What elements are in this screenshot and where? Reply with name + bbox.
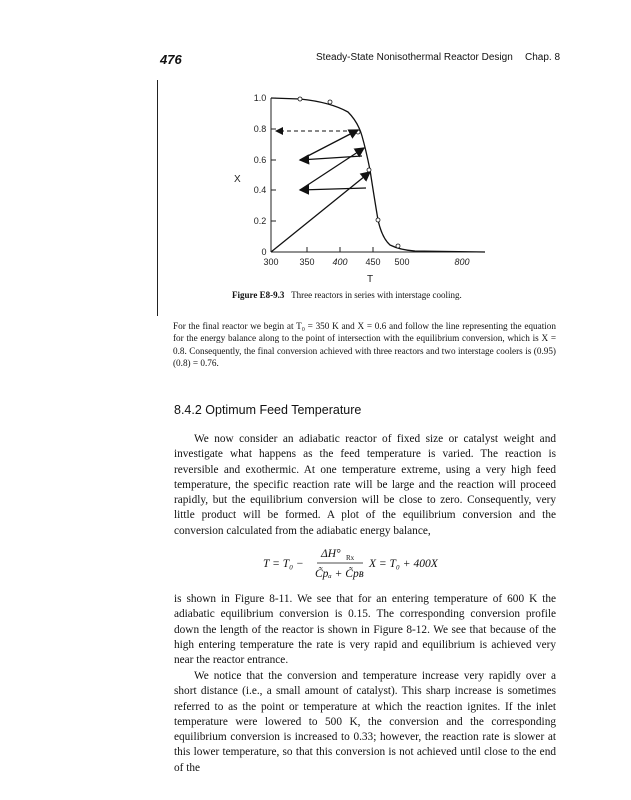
example-margin-rule (157, 80, 158, 316)
figure-caption (232, 290, 462, 300)
energy-balance-line-3 (300, 130, 358, 160)
adiabatic-energy-balance-equation (263, 543, 463, 585)
energy-balance-line-2 (300, 148, 364, 190)
energy-balance-line-1 (271, 172, 370, 252)
x-tick-label-350: 350 (299, 257, 315, 267)
y-tick-label-1-0: 1.0 (253, 93, 267, 103)
figure-e8-9-3 (230, 88, 490, 286)
curve-point (328, 100, 332, 104)
interstage-cooling-arrow-1 (300, 188, 366, 190)
section-heading: 8.4.2 Optimum Feed Temperature (174, 403, 362, 417)
body-paragraph-2: is shown in Figure 8-11. We see that for an entering temperature of 600 K the adiabatic equilibrium conversion is 0.15. The corresponding conversion profile down the length of the reactor is shown in Figure 8-12. We see that because of the high entering temperature the rate is very rapid and equilibrium is achieved very near the reactor entrance. (174, 593, 556, 667)
x-tick-label-300: 300 (263, 257, 279, 267)
y-tick-label-0-2: 0.2 (253, 216, 267, 226)
curve-point (396, 244, 400, 248)
y-tick-label-0-8: 0.8 (253, 124, 267, 134)
figure-caption-label: Figure E8-9.3 (232, 290, 285, 300)
example-paragraph: For the final reactor we begin at T₀ = 350 K and X = 0.6 and follow the line representing the equation for the energy balance along to the point of intersection with the equilibrium conversion, which is X = 0.8. Consequently, the final conversion achieved with three reactors and two interstage coolers is (0.95)(0.8) = 0.76. (173, 321, 556, 369)
figure-caption-text: Three reactors in series with interstage cooling. (291, 290, 462, 300)
equation-numerator-sub: Rx (346, 554, 355, 562)
x-axis-label: T (366, 274, 374, 285)
body-paragraph-1: We now consider an adiabatic reactor of fixed size or catalyst weight and investigate what happens as the feed temperature is varied. The reaction is reversible and exothermic. At one temperature extreme, using a very high feed temperature, the specific reaction rate will be large and the reaction will proceed rapidly, but the equilibrium conversion will be close to zero. Consequently, very little product will be formed. A plot of the equilibrium conversion and the conversion calculated from the adiabatic energy balance, (174, 433, 556, 537)
curve-point (376, 218, 380, 222)
page-number: 476 (160, 52, 182, 67)
interstage-cooling-arrow-2 (300, 156, 362, 160)
x-tick-label-400: 400 (332, 257, 348, 267)
x-tick-label-450: 450 (365, 257, 381, 267)
chapter-label: Chap. 8 (525, 52, 561, 63)
equation-lhs: T = T₀ − (263, 558, 304, 570)
y-tick-label-0-6: 0.6 (253, 155, 267, 165)
equation-rhs: X = T₀ + 400X (369, 558, 438, 570)
equation-denominator: C̃pₐ + C̃pʙ (315, 568, 364, 580)
y-axis-label: X (234, 174, 241, 185)
x-tick-label-500: 500 (394, 257, 410, 267)
y-tick-label-0-4: 0.4 (253, 185, 267, 195)
curve-point (367, 168, 371, 172)
body-paragraph-3: We notice that the conversion and temperature increase very rapidly over a short distance (i.e., a small amount of catalyst). This sharp increase is sometimes referred to as the point or temperature at which the reaction ignites. If the inlet temperature were lowered to 500 K, the conversion and the corresponding equilibrium conversion is increased to 0.33; however, the reaction rate is slower at this lower temperature, so that this conversion is not achieved until close to the end of the (174, 670, 556, 774)
running-title: Steady-State Nonisothermal Reactor Design (316, 52, 513, 63)
equilibrium-conversion-curve (271, 98, 485, 252)
curve-point (298, 97, 302, 101)
x-tick-label-800: 800 (454, 257, 470, 267)
curve-points (298, 97, 400, 248)
equation-numerator: ΔH° (321, 548, 341, 560)
y-tick-label-0: 0 (261, 247, 267, 257)
